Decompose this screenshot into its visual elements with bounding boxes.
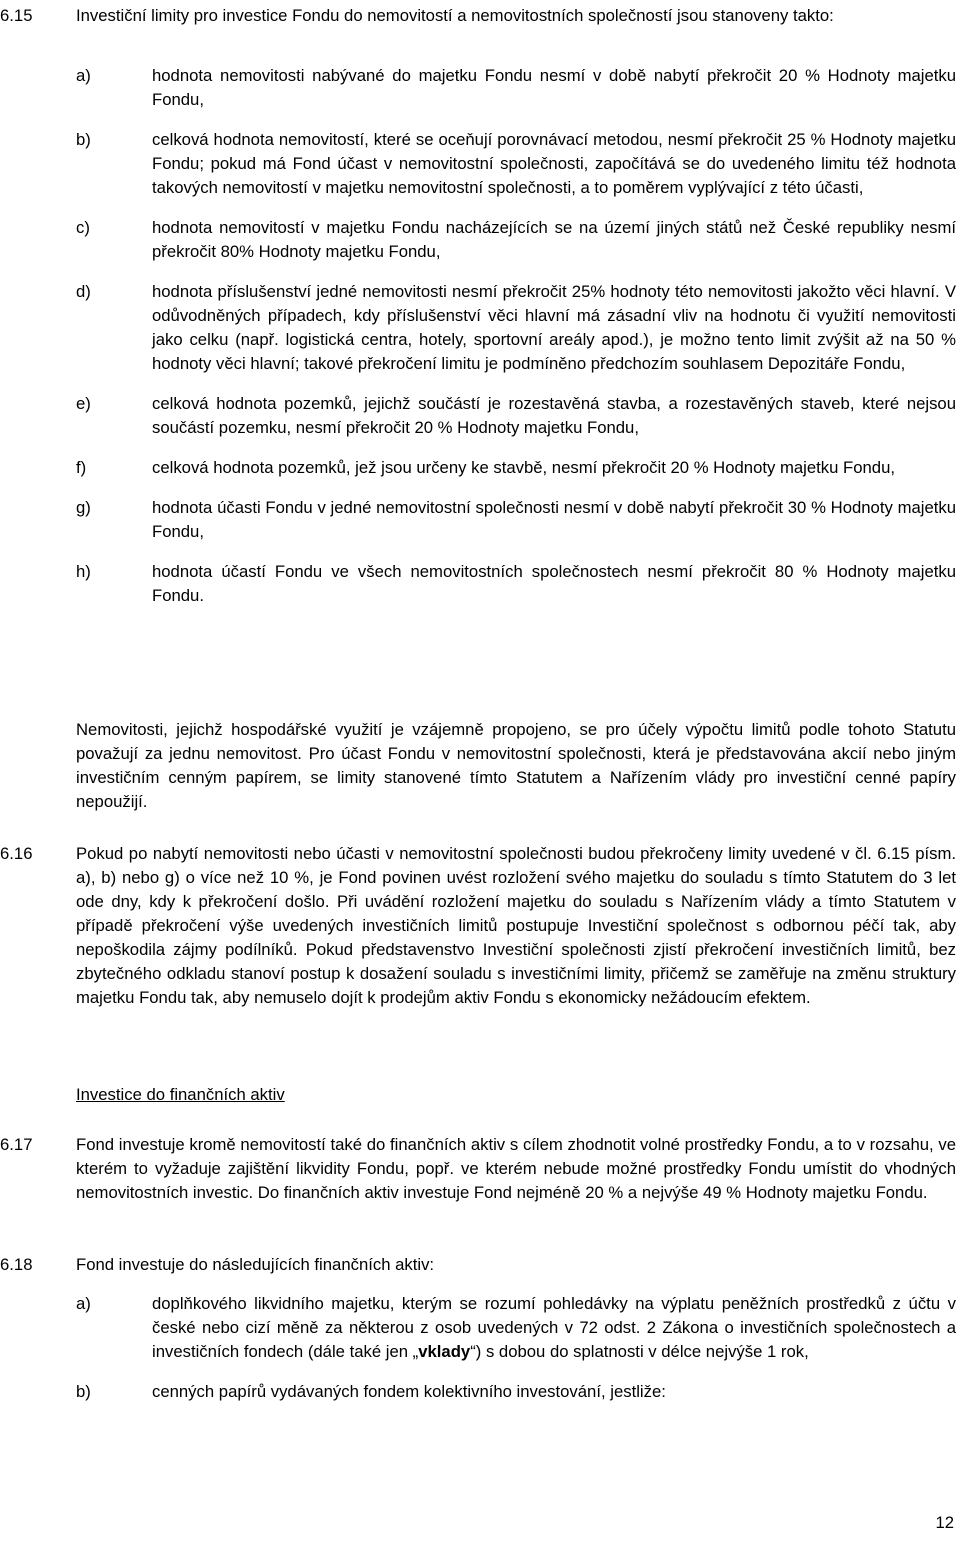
section-heading: Investice do finančních aktiv	[76, 1085, 285, 1104]
list-marker: e)	[76, 394, 91, 413]
limits-list	[0, 64, 956, 608]
list-item-text: hodnota nemovitostí v majetku Fondu nacházejících se na území jiných států než České republiky nesmí překročit 80% Hodnoty majetku Fondu,	[152, 218, 956, 261]
list-marker: d)	[76, 282, 91, 301]
section-6-16	[0, 842, 956, 1010]
list-item	[76, 1380, 956, 1404]
list-item	[76, 1292, 956, 1364]
section-6-15-closing	[76, 718, 956, 814]
list-item	[76, 280, 956, 376]
section-text: Fond investuje kromě nemovitostí také do finančních aktiv s cílem zhodnotit volné prostředky Fondu, a to v rozsahu, ve kterém to vyžaduje zajištění likvidity Fondu, popř. ve kterém nebude možné prostředky Fondu umístit do vhodných nemovitostních investic. Do finančních aktiv investuje Fond nejméně 20 % a nejvýše 49 % Hodnoty majetku Fondu.	[76, 1135, 956, 1202]
list-item-text: celková hodnota nemovitostí, které se oceňují porovnávací metodou, nesmí překročit 25 % Hodnoty majetku Fondu; pokud má Fond účast v nemovitostní společnosti, započítává se do uvedeného limitu též hodnota takových nemovitostí v majetku nemovitostní společnosti, a to poměrem vyplývající z této účasti,	[152, 130, 956, 197]
list-marker: a)	[76, 1294, 91, 1313]
section-number: 6.17	[0, 1135, 33, 1154]
closing-paragraph: Nemovitosti, jejichž hospodářské využití je vzájemně propojeno, se pro účely výpočtu limitů podle tohoto Statutu považují za jednu nemovitost. Pro účast Fondu v nemovitostní společnosti, která je představována akcií nebo jiným investičním cenným papírem, se limity stanovené tímto Statutem a Nařízením vlády pro investiční cenné papíry nepoužijí.	[76, 720, 956, 811]
list-item-text: hodnota nemovitosti nabývané do majetku Fondu nesmí v době nabytí překročit 20 % Hodnoty majetku Fondu,	[152, 66, 956, 109]
list-item-text: celková hodnota pozemků, jež jsou určeny ke stavbě, nesmí překročit 20 % Hodnoty majetku Fondu,	[152, 458, 895, 477]
list-marker: a)	[76, 66, 91, 85]
section-6-18	[0, 1253, 956, 1277]
list-item-text: doplňkového likvidního majetku, kterým se rozumí pohledávky na výplatu peněžních prostředků z účtu v české nebo cizí měně za některou z osob uvedených v 72 odst. 2 Zákona o investičních společnostech a investičních fondech (dále také jen „	[152, 1294, 956, 1361]
list-marker: c)	[76, 218, 90, 237]
defined-term: vklady	[418, 1342, 471, 1361]
section-number: 6.16	[0, 844, 33, 863]
list-item-text: hodnota účasti Fondu v jedné nemovitostní společnosti nesmí v době nabytí překročit 30 % Hodnoty majetku Fondu,	[152, 498, 956, 541]
list-marker: b)	[76, 1382, 91, 1401]
list-item	[76, 560, 956, 608]
list-marker: g)	[76, 498, 91, 517]
section-number: 6.18	[0, 1255, 33, 1274]
financial-assets-list	[0, 1292, 956, 1404]
section-intro: Fond investuje do následujících finančních aktiv:	[76, 1255, 435, 1274]
section-text: Pokud po nabytí nemovitosti nebo účasti v nemovitostní společnosti budou překročeny limity uvedené v čl. 6.15 písm. a), b) nebo g) o více než 10 %, je Fond povinen uvést rozložení svého majetku do souladu s tímto Statutem do 3 let ode dny, kdy k překročení došlo. Při uvádění rozložení majetku do souladu s Nařízením vlády a tímto Statutem v případě překročení výše uvedených investičních limitů postupuje Investiční společnost s odbornou péčí tak, aby nepoškodila zájmy podílníků. Pokud představenstvo Investiční společnosti zjistí překročení investičních limitů, bez zbytečného odkladu stanoví postup k dosažení souladu s investičními limity, přičemž se zaměřuje na změnu struktury majetku Fondu tak, aby nemuselo dojít k prodejům aktiv Fondu s ekonomicky nežádoucím efektem.	[76, 844, 956, 1007]
list-item-text-end: “) s dobou do splatnosti v délce nejvýše 1 rok,	[470, 1342, 809, 1361]
list-item-text: cenných papírů vydávaných fondem kolektivního investování, jestliže:	[152, 1382, 666, 1401]
list-item-text: hodnota účastí Fondu ve všech nemovitostních společnostech nesmí překročit 80 % Hodnoty majetku Fondu.	[152, 562, 956, 605]
list-marker: h)	[76, 562, 91, 581]
section-number: 6.15	[0, 6, 33, 25]
list-item-text: celková hodnota pozemků, jejichž součástí je rozestavěná stavba, a rozestavěných staveb, které nejsou součástí pozemku, nesmí překročit 20 % Hodnoty majetku Fondu,	[152, 394, 956, 437]
list-item	[76, 392, 956, 440]
list-item	[76, 456, 956, 480]
list-item	[76, 64, 956, 112]
list-item	[76, 216, 956, 264]
list-marker: f)	[76, 458, 87, 477]
section-6-17	[0, 1133, 956, 1205]
page-number: 12	[935, 1513, 954, 1532]
list-item	[76, 128, 956, 200]
section-intro: Investiční limity pro investice Fondu do nemovitostí a nemovitostních společností jsou stanoveny takto:	[76, 6, 834, 25]
list-item	[76, 496, 956, 544]
section-6-15	[0, 4, 956, 28]
list-marker: b)	[76, 130, 91, 149]
list-item-text: hodnota příslušenství jedné nemovitosti nesmí překročit 25% hodnoty této nemovitosti jakožto věci hlavní. V odůvodněných případech, kdy příslušenství věci hlavní má zásadní vliv na hodnotu či využití nemovitosti jako celku (např. logistická centra, hotely, sportovní areály apod.), je možno tento limit zvýšit až na 50 % hodnoty věci hlavní; takové překročení limitu je podmíněno předchozím souhlasem Depozitáře Fondu,	[152, 282, 956, 373]
